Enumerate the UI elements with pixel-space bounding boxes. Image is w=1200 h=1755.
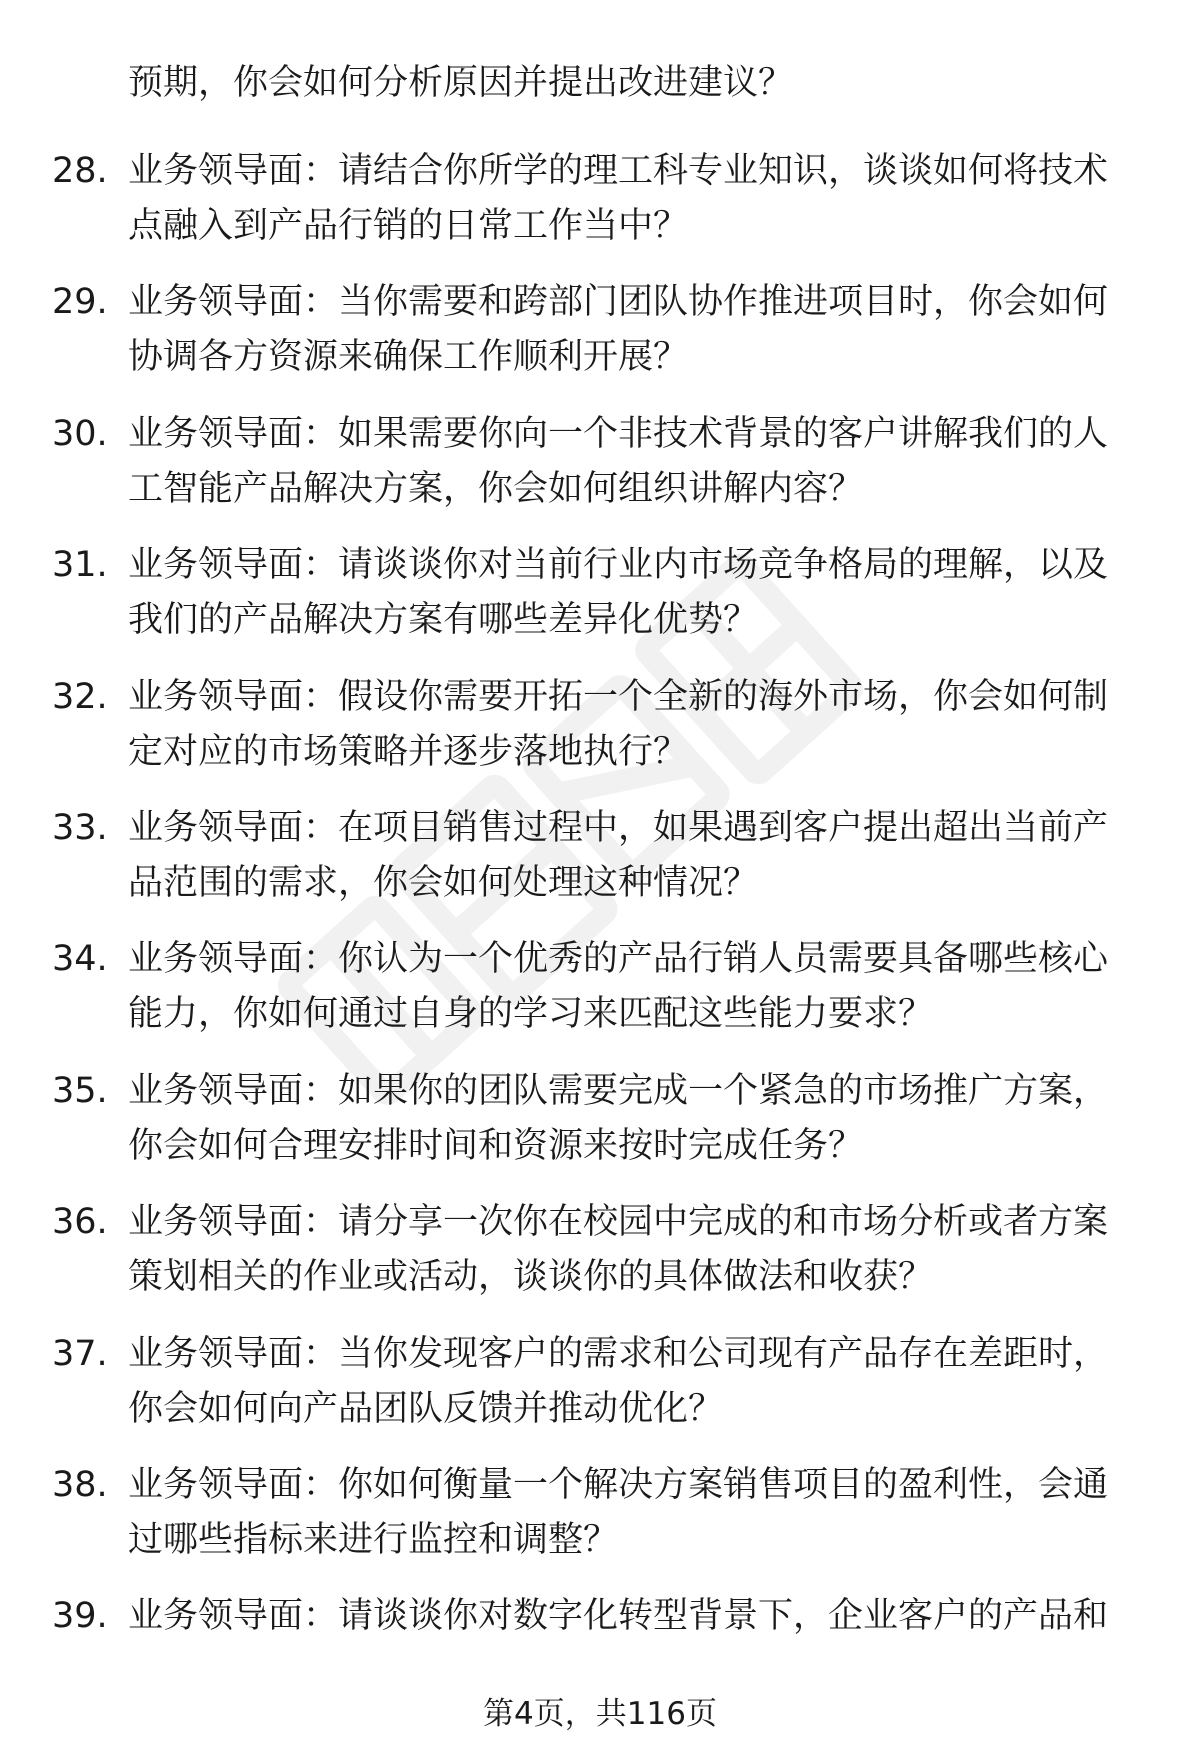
question-line: 你会如何合理安排时间和资源来按时完成任务？ [128,1125,864,1166]
question-item [0,672,1200,781]
question-number: 31. [52,545,108,586]
question-number: 39. [52,1596,108,1637]
question-text [128,1066,1138,1176]
question-item [0,1591,1200,1700]
question-text [128,1197,1138,1307]
question-line: 业务领导面：如果你的团队需要完成一个紧急的市场推广方案， [128,1070,1109,1111]
question-line: 过哪些指标来进行监控和调整？ [128,1519,619,1560]
question-line: 策划相关的作业或活动，谈谈你的具体做法和收获？ [128,1257,934,1298]
question-line: 业务领导面：假设你需要开拓一个全新的海外市场，你会如何制 [128,676,1109,717]
question-line: 业务领导面：如果需要你向一个非技术背景的客户讲解我们的人 [128,413,1109,454]
question-list [0,146,1200,1723]
question-number: 37. [52,1333,108,1374]
question-number: 28. [52,151,108,191]
question-number: 29. [52,282,108,323]
question-line: 能力，你如何通过自身的学习来匹配这些能力要求？ [128,994,934,1035]
question-item [0,1066,1200,1175]
question-text [128,146,1138,256]
question-text [128,1460,1138,1570]
question-number: 32. [52,676,108,717]
question-item [0,1329,1200,1438]
question-line: 你会如何向产品团队反馈并推动优化？ [128,1388,724,1429]
question-line: 业务领导面：在项目销售过程中，如果遇到客户提出超出当前产 [128,807,1109,848]
question-line: 我们的产品解决方案有哪些差异化优势？ [128,600,759,641]
question-text [128,540,1138,650]
question-text [128,803,1138,913]
question-line: 业务领导面：当你发现客户的需求和公司现有产品存在差距时， [128,1333,1109,1374]
question-line: 业务领导面：请谈谈你对数字化转型背景下，企业客户的产品和 [128,1596,1109,1637]
question-line: 品范围的需求，你会如何处理这种情况？ [128,862,759,903]
question-text [128,934,1138,1044]
question-item [0,146,1200,255]
page-footer: 第4页，共116页 [483,1696,717,1732]
question-item [0,1460,1200,1569]
question-text [128,277,1138,387]
question-text [128,1329,1138,1439]
question-line [128,1646,1138,1696]
question-line: 工智能产品解决方案，你会如何组织讲解内容？ [128,468,864,509]
question-text [128,1591,1138,1701]
question-line: 业务领导面：请分享一次你在校园中完成的和市场分析或者方案 [128,1202,1109,1243]
question-line: 业务领导面：请结合你所学的理工科专业知识，谈谈如何将技术 [128,151,1109,191]
question-item [0,540,1200,649]
question-item [0,409,1200,518]
question-number: 35. [52,1070,108,1111]
previous-question-continuation: 预期，你会如何分析原因并提出改进建议？ [128,63,794,103]
question-line: 业务领导面：请谈谈你对当前行业内市场竞争格局的理解，以及 [128,545,1109,586]
question-item [0,1197,1200,1306]
question-number: 30. [52,413,108,454]
question-line: 业务领导面：你如何衡量一个解决方案销售项目的盈利性，会通 [128,1464,1109,1505]
question-line: 协调各方资源来确保工作顺利开展？ [128,337,689,378]
question-line: 业务领导面：你认为一个优秀的产品行销人员需要具备哪些核心 [128,939,1109,980]
question-text [128,672,1138,782]
question-line: 定对应的市场策略并逐步落地执行？ [128,731,689,772]
question-text [128,409,1138,519]
question-item [0,277,1200,386]
question-number: 36. [52,1202,108,1243]
question-item [0,803,1200,912]
question-line: 点融入到产品行销的日常工作当中？ [128,206,689,246]
question-number: 34. [52,939,108,980]
question-number: 33. [52,807,108,848]
question-number: 38. [52,1464,108,1505]
question-item [0,934,1200,1043]
question-line: 业务领导面：当你需要和跨部门团队协作推进项目时，你会如何 [128,282,1109,323]
